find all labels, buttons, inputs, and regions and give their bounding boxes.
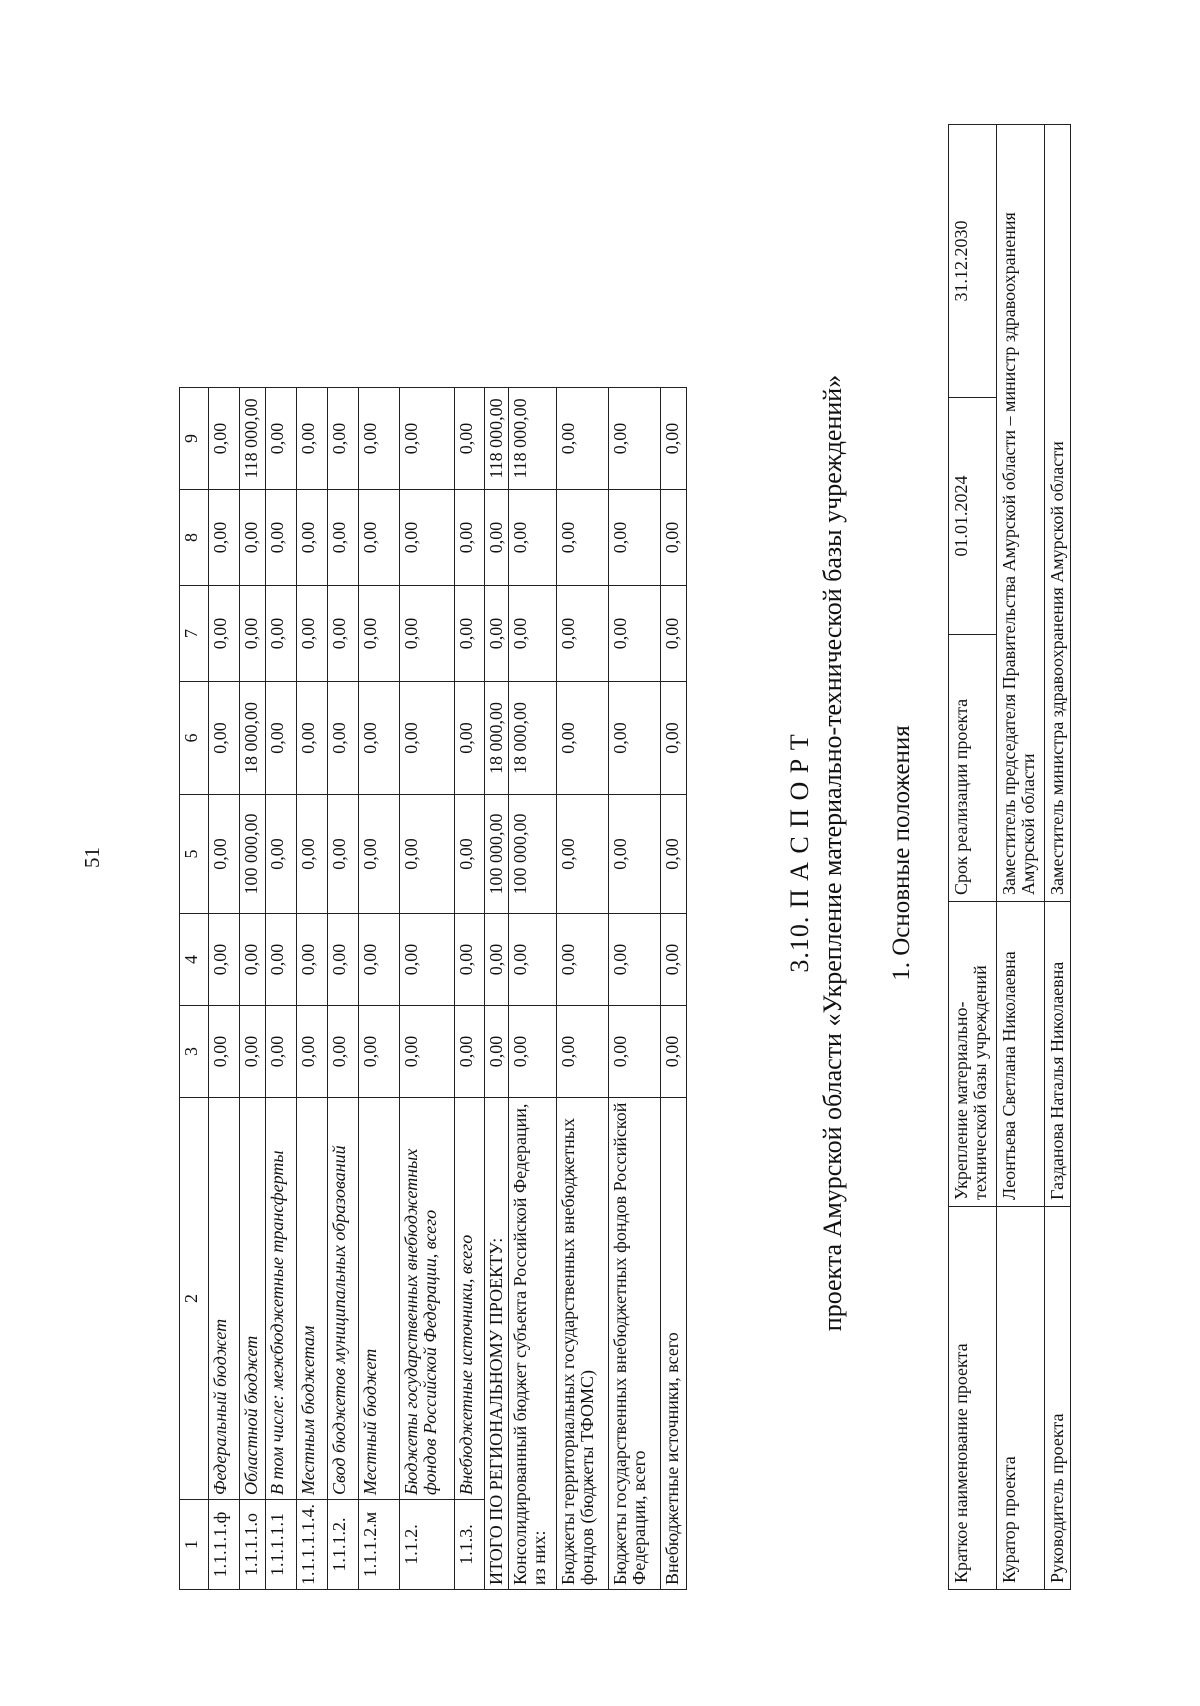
row-value: 0,00 — [557, 388, 609, 490]
row-value: 0,00 — [661, 682, 687, 795]
table-row — [266, 388, 297, 1590]
term-end: 31.12.2030 — [949, 125, 997, 398]
row-value: 0,00 — [328, 1006, 359, 1098]
term-label: Срок реализации проекта — [949, 635, 997, 902]
row-value: 0,00 — [400, 682, 455, 795]
row-value: 0,00 — [609, 586, 661, 682]
row-value: 0,00 — [557, 586, 609, 682]
row-value: 0,00 — [455, 490, 485, 586]
curator-position: Заместитель председателя Правительства Амурской области – министр здравоохранения Амурской области — [997, 125, 1045, 902]
row-value: 0,00 — [266, 795, 297, 914]
row-value: 0,00 — [661, 586, 687, 682]
row-name: Областной бюджет — [240, 1098, 266, 1500]
head-position: Заместитель министра здравоохранения Амурской области — [1045, 125, 1071, 902]
row-value: 0,00 — [209, 490, 240, 586]
row-value: 0,00 — [557, 914, 609, 1006]
row-value: 0,00 — [359, 1006, 400, 1098]
row-value: 0,00 — [266, 388, 297, 490]
header-cell: 7 — [180, 586, 209, 682]
row-value: 0,00 — [266, 1006, 297, 1098]
row-value: 0,00 — [240, 586, 266, 682]
row-value: 0,00 — [455, 682, 485, 795]
row-value: 0,00 — [209, 795, 240, 914]
row-value: 0,00 — [400, 795, 455, 914]
row-name: Внебюджетные источники, всего — [661, 1098, 687, 1590]
short-name-value: Укрепление материально-технической базы учреждений — [949, 902, 997, 1207]
row-value: 0,00 — [661, 1006, 687, 1098]
row-value: 0,00 — [609, 1006, 661, 1098]
row-code: 1.1.1.2. — [328, 1500, 359, 1590]
row-value: 0,00 — [328, 388, 359, 490]
row-name: Федеральный бюджет — [209, 1098, 240, 1500]
row-value: 0,00 — [455, 388, 485, 490]
row-name: Внебюджетные источники, всего — [455, 1098, 485, 1500]
table-row — [485, 388, 509, 1590]
header-cell: 5 — [180, 795, 209, 914]
table-row — [359, 388, 400, 1590]
row-value: 0,00 — [400, 914, 455, 1006]
row-value: 0,00 — [485, 490, 509, 586]
table-row — [297, 388, 328, 1590]
table-header-row — [180, 388, 209, 1590]
row-value: 0,00 — [359, 586, 400, 682]
table-row — [509, 388, 557, 1590]
row-code: 1.1.1.2.м — [359, 1500, 400, 1590]
row-value: 0,00 — [400, 490, 455, 586]
row-value: 18 000,00 — [509, 682, 557, 795]
row-value: 0,00 — [359, 388, 400, 490]
table-row — [455, 388, 485, 1590]
row-value: 0,00 — [240, 1006, 266, 1098]
row-value: 0,00 — [509, 490, 557, 586]
page-number: 51 — [80, 847, 104, 868]
row-name: Бюджеты государственных внебюджетных фондов Российской Федерации, всего — [400, 1098, 455, 1500]
header-cell: 8 — [180, 490, 209, 586]
row-value: 0,00 — [209, 682, 240, 795]
row-name: Свод бюджетов муниципальных образований — [328, 1098, 359, 1500]
passport-title: 3.10. П А С П О Р Т — [785, 733, 814, 973]
row-value: 0,00 — [359, 795, 400, 914]
row-value: 0,00 — [297, 586, 328, 682]
row-value: 0,00 — [209, 914, 240, 1006]
row-name: Бюджеты территориальных государственных внебюджетных фондов (бюджеты ТФОМС) — [557, 1098, 609, 1590]
row-value: 0,00 — [266, 682, 297, 795]
row-value: 0,00 — [400, 1006, 455, 1098]
row-value: 0,00 — [266, 490, 297, 586]
row-value: 0,00 — [266, 586, 297, 682]
row-value: 0,00 — [297, 490, 328, 586]
row-code: 1.1.1.1.1.4. — [297, 1500, 328, 1590]
table-row — [661, 388, 687, 1590]
term-start: 01.01.2024 — [949, 398, 997, 635]
row-value: 0,00 — [557, 1006, 609, 1098]
row-value: 100 000,00 — [240, 795, 266, 914]
row-value: 0,00 — [557, 682, 609, 795]
row-value: 0,00 — [609, 795, 661, 914]
row-value: 0,00 — [297, 1006, 328, 1098]
curator-label: Куратор проекта — [997, 1207, 1045, 1590]
row-value: 0,00 — [209, 388, 240, 490]
row-value: 0,00 — [209, 586, 240, 682]
row-value: 0,00 — [509, 1006, 557, 1098]
row-value: 100 000,00 — [509, 795, 557, 914]
row-name: ИТОГО ПО РЕГИОНАЛЬНОМУ ПРОЕКТУ: — [485, 1098, 509, 1590]
finance-table — [179, 387, 687, 1590]
row-code: 1.1.1.1.ф — [209, 1500, 240, 1590]
table-row — [609, 388, 661, 1590]
curator-name: Леонтьева Светлана Николаевна — [997, 902, 1045, 1207]
row-value: 118 000,00 — [485, 388, 509, 490]
row-value: 0,00 — [359, 490, 400, 586]
short-name-label: Краткое наименование проекта — [949, 1207, 997, 1590]
row-value: 0,00 — [297, 388, 328, 490]
row-value: 0,00 — [328, 682, 359, 795]
row-code: 1.1.2. — [400, 1500, 455, 1590]
header-cell: 6 — [180, 682, 209, 795]
header-cell: 2 — [180, 1098, 209, 1500]
row-value: 0,00 — [328, 586, 359, 682]
row-code: 1.1.1.1.1 — [266, 1500, 297, 1590]
row-value: 0,00 — [661, 388, 687, 490]
row-name: Местный бюджет — [359, 1098, 400, 1500]
head-label: Руководитель проекта — [1045, 1207, 1071, 1590]
table-row — [328, 388, 359, 1590]
head-name: Газданова Наталья Николаевна — [1045, 902, 1071, 1207]
row-code: 1.1.3. — [455, 1500, 485, 1590]
row-value: 0,00 — [297, 795, 328, 914]
row-value: 0,00 — [609, 388, 661, 490]
header-cell: 4 — [180, 914, 209, 1006]
row-value: 0,00 — [266, 914, 297, 1006]
header-cell: 1 — [180, 1500, 209, 1590]
row-value: 0,00 — [359, 682, 400, 795]
row-value: 0,00 — [240, 490, 266, 586]
row-value: 0,00 — [455, 586, 485, 682]
row-value: 0,00 — [400, 388, 455, 490]
row-value: 0,00 — [661, 795, 687, 914]
row-value: 0,00 — [609, 682, 661, 795]
row-value: 18 000,00 — [485, 682, 509, 795]
row-value: 18 000,00 — [240, 682, 266, 795]
row-value: 0,00 — [240, 914, 266, 1006]
row-value: 0,00 — [485, 586, 509, 682]
row-value: 0,00 — [209, 1006, 240, 1098]
row-value: 0,00 — [485, 1006, 509, 1098]
table-row — [557, 388, 609, 1590]
row-name: Бюджеты государственных внебюджетных фондов Российской Федерации, всего — [609, 1098, 661, 1590]
row-value: 0,00 — [661, 490, 687, 586]
row-value: 0,00 — [455, 795, 485, 914]
row-value: 118 000,00 — [509, 388, 557, 490]
row-value: 0,00 — [359, 914, 400, 1006]
row-value: 0,00 — [455, 1006, 485, 1098]
row-value: 0,00 — [557, 795, 609, 914]
row-code: 1.1.1.1.о — [240, 1500, 266, 1590]
row-value: 0,00 — [328, 490, 359, 586]
table-row — [209, 388, 240, 1590]
row-value: 0,00 — [557, 490, 609, 586]
row-value: 0,00 — [455, 914, 485, 1006]
table-row — [240, 388, 266, 1590]
section-heading: 1. Основные положения — [888, 725, 915, 981]
header-cell: 9 — [180, 388, 209, 490]
row-value: 118 000,00 — [240, 388, 266, 490]
row-value: 0,00 — [400, 586, 455, 682]
row-value: 0,00 — [485, 914, 509, 1006]
row-value: 0,00 — [297, 682, 328, 795]
header-cell: 3 — [180, 1006, 209, 1098]
row-name: Местным бюджетам — [297, 1098, 328, 1500]
row-name: Консолидированный бюджет субъекта Российской Федерации, из них: — [509, 1098, 557, 1590]
row-value: 100 000,00 — [485, 795, 509, 914]
row-value: 0,00 — [509, 586, 557, 682]
row-value: 0,00 — [328, 914, 359, 1006]
row-value: 0,00 — [661, 914, 687, 1006]
row-value: 0,00 — [297, 914, 328, 1006]
table-row — [400, 388, 455, 1590]
row-value: 0,00 — [328, 795, 359, 914]
row-value: 0,00 — [609, 490, 661, 586]
passport-table — [948, 124, 1071, 1590]
row-name: В том числе: межбюджетные трансферты — [266, 1098, 297, 1500]
row-value: 0,00 — [509, 914, 557, 1006]
passport-subtitle: проекта Амурской области «Укрепление материально-технической базы учреждений» — [818, 374, 847, 1332]
row-value: 0,00 — [609, 914, 661, 1006]
